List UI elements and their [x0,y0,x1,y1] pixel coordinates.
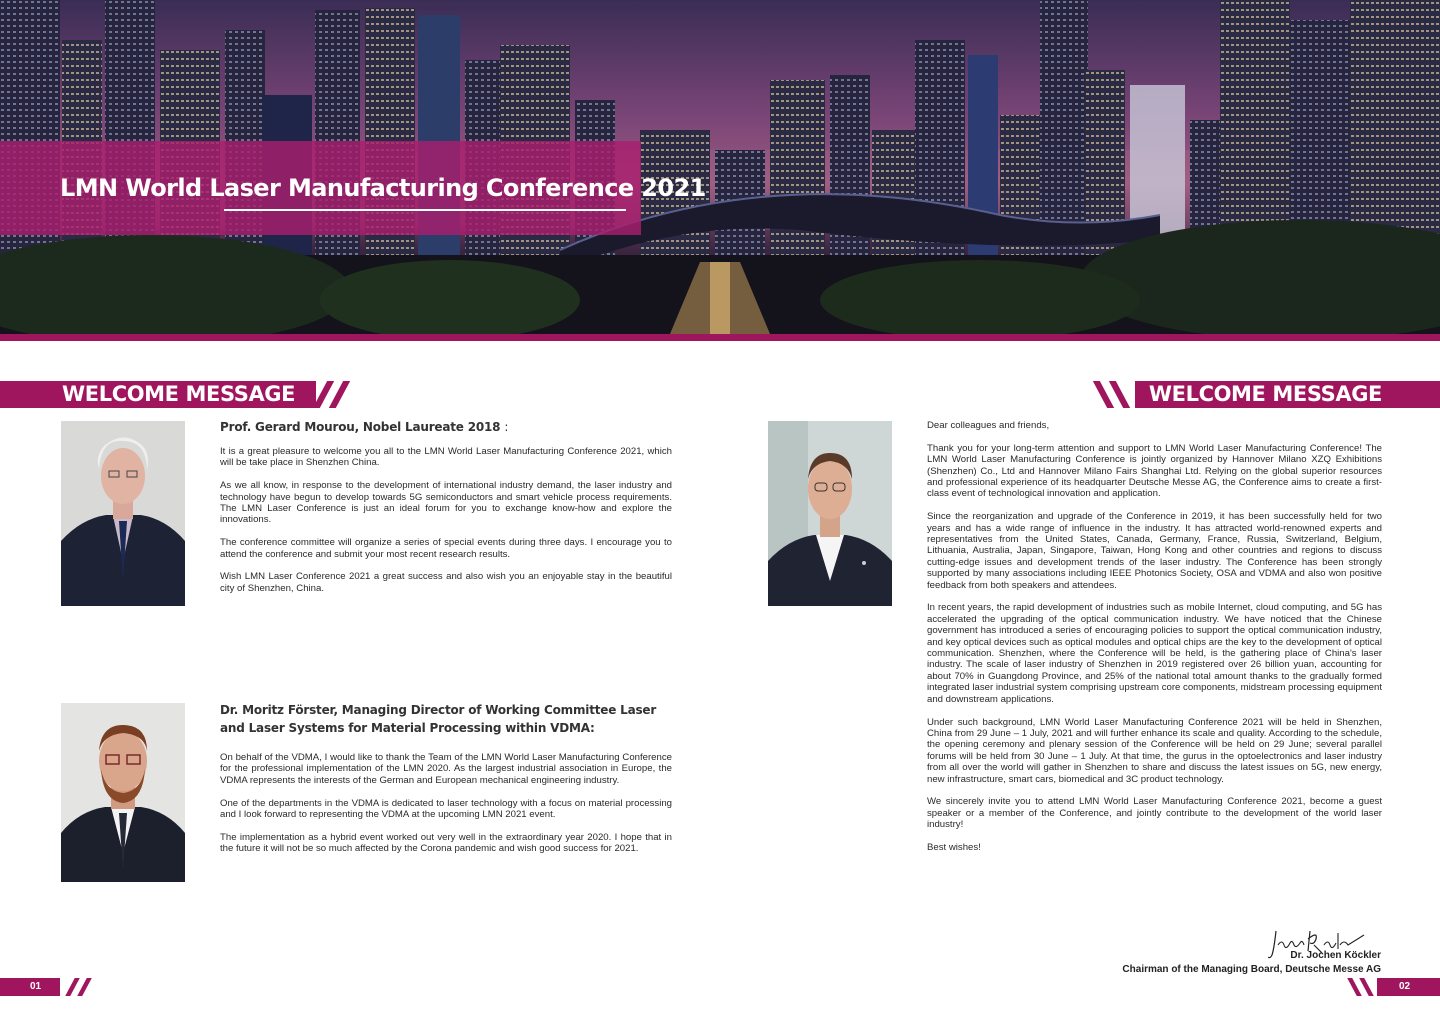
signer-role: Chairman of the Managing Board, Deutsche Messe AG [1122,964,1381,975]
message-1-heading [220,418,508,436]
message-1-paragraph: Wish LMN Laser Conference 2021 a great success and also wish you an enjoyable stay in the beautiful city of Shenzhen, China. [220,571,672,594]
message-2-paragraph: On behalf of the VDMA, I would like to thank the Team of the LMN World Laser Manufacturing Conference for the professional implementation of the LMN 2020. As the largest industrial association in Europe, the VDMA represents the interests of the German and European mechanical engineering industry. [220,752,672,786]
left-section-bar [0,381,355,408]
message-1-paragraph: It is a great pleasure to welcome you all to the LMN World Laser Manufacturing Conference 2021, which will be take place in Shenzhen China. [220,446,672,469]
page-number-left: 01 [30,981,42,992]
left-section-title: WELCOME MESSAGE [62,382,296,406]
message-2-heading [220,701,680,737]
hero-title: LMN World Laser Manufacturing Conference 2021 [60,174,706,202]
right-paragraph: Thank you for your long-term attention and support to LMN World Laser Manufacturing Conference! The LMN World Laser Manufacturing Conference is jointly organized by Hannover Milano XZQ Exhibitions (Shenzhen) Co., Ltd and Hannover Milano Fairs Shanghai Ltd. Relying on the global superior resources and professional experience of its headquarter Deutsche Messe AG, the Conference aims to create a first-class event of technological innovation and application. [927,442,1382,500]
right-paragraph: Best wishes! [927,841,981,853]
message-2-body [220,752,672,866]
message-2-paragraph: The implementation as a hybrid event worked out very well in the extraordinary year 2020. I hope that in the future it will not be so much affected by the Corona pandemic and wish good success for 2021. [220,831,672,855]
right-paragraph: We sincerely invite you to attend LMN World Laser Manufacturing Conference 2021, become a guest speaker or a member of the Conference, and jointly contribute to the development of the world laser industry! [927,796,1382,831]
right-message-body [927,420,1382,865]
right-paragraph: Since the reorganization and upgrade of the Conference in 2019, it has been successfully held for two years and has a wide range of influence in the industry. It has attracted world-renowned experts and representatives from the United States, Canada, Germany, France, Russia, Switzerland, Belgium, Lithuania, Australia, Japan, Singapore, Taiwan, Hong Kong and other countries and regions to discuss cutting-edge issues and development trends of the laser industry. The Conference has been strongly supported by many associations including IEEE Photonics Society, OSA and VDMA and also won positive feedback from both speakers and attendees. [927,511,1382,591]
page-number-right: 02 [1399,981,1411,992]
signer-name: Dr. Jochen Köckler [1290,950,1381,961]
message-2-heading-line-2: and Laser Systems for Material Processing within VDMA: [220,721,595,735]
footer-left-slash-2 [77,978,92,996]
message-1-heading-text: Prof. Gerard Mourou, Nobel Laureate 2018 [220,420,501,434]
portrait-gerard-mourou [61,421,185,606]
hero-bottom-band [0,334,1440,341]
footer-right-tab [1377,978,1440,996]
hero-title-underline [224,209,626,211]
right-paragraph: Under such background, LMN World Laser Manufacturing Conference 2021 will be held in Shenzhen, China from 29 June – 1 July, 2021 and will further enhance its scale and quality. According to the schedule, the opening ceremony and plenary session of the Conference will be held on 29 June; several parallel forums will be held from 30 June – 1 July. At that time, the gurus in the optoelectronics and laser industry from all over the world will gather in Shenzhen to share and discuss the latest issues on 5G, new energy, new infrastructure, smart cars, biomedical and 3C product technology. [927,716,1382,785]
portrait-jochen-kockler [768,421,892,606]
footer-right-slash-1 [1347,978,1362,996]
footer-left-tab [0,978,60,996]
footer-right-slash-2 [1359,978,1374,996]
message-2-heading-line-1: Dr. Moritz Förster, Managing Director of Working Committee Laser [220,703,657,717]
right-paragraph: Dear colleagues and friends, [927,420,1050,431]
portrait-moritz-forster [61,703,185,882]
message-1-paragraph: The conference committee will organize a series of special events during three days. I encourage you to attend the conference and submit your most recent research results. [220,537,672,560]
message-1-paragraph: As we all know, in response to the development of international industry demand, the laser industry and technology have begun to develop towards 5G semiconductors and smart vehicle process requirements. The LMN Laser Conference is just an ideal forum for you to exchange know-how and explore the innovations. [220,480,672,526]
message-2-paragraph: One of the departments in the VDMA is dedicated to laser technology with a focus on material processing and I look forward to representing the VDMA at the upcoming LMN 2021 event. [220,797,672,821]
right-paragraph: In recent years, the rapid development of industries such as mobile Internet, cloud computing, and 5G has accelerated the upgrading of the optical communication industry. We have noticed that the Chinese government has introduced a series of encouraging policies to support the optical communication industry, and key optical devices such as optical modules and optical chips are the key to the development of optical communication. Shenzhen, where the Conference will be held, is the gathering place of China's laser industry. The scale of laser industry of Shenzhen in 2019 registered over 26 billion yuan, accounting for about 70% in Guangdong Province, and 25% of the national total amount thanks to the gradually formed integrated laser industrial system comprising upstream core components, midstream processing equipment and downstream applications. [927,602,1382,705]
right-section-title: WELCOME MESSAGE [1148,382,1382,406]
right-section-bar [1095,381,1440,408]
message-1-body [220,446,672,606]
message-1-heading-colon: : [504,420,509,434]
